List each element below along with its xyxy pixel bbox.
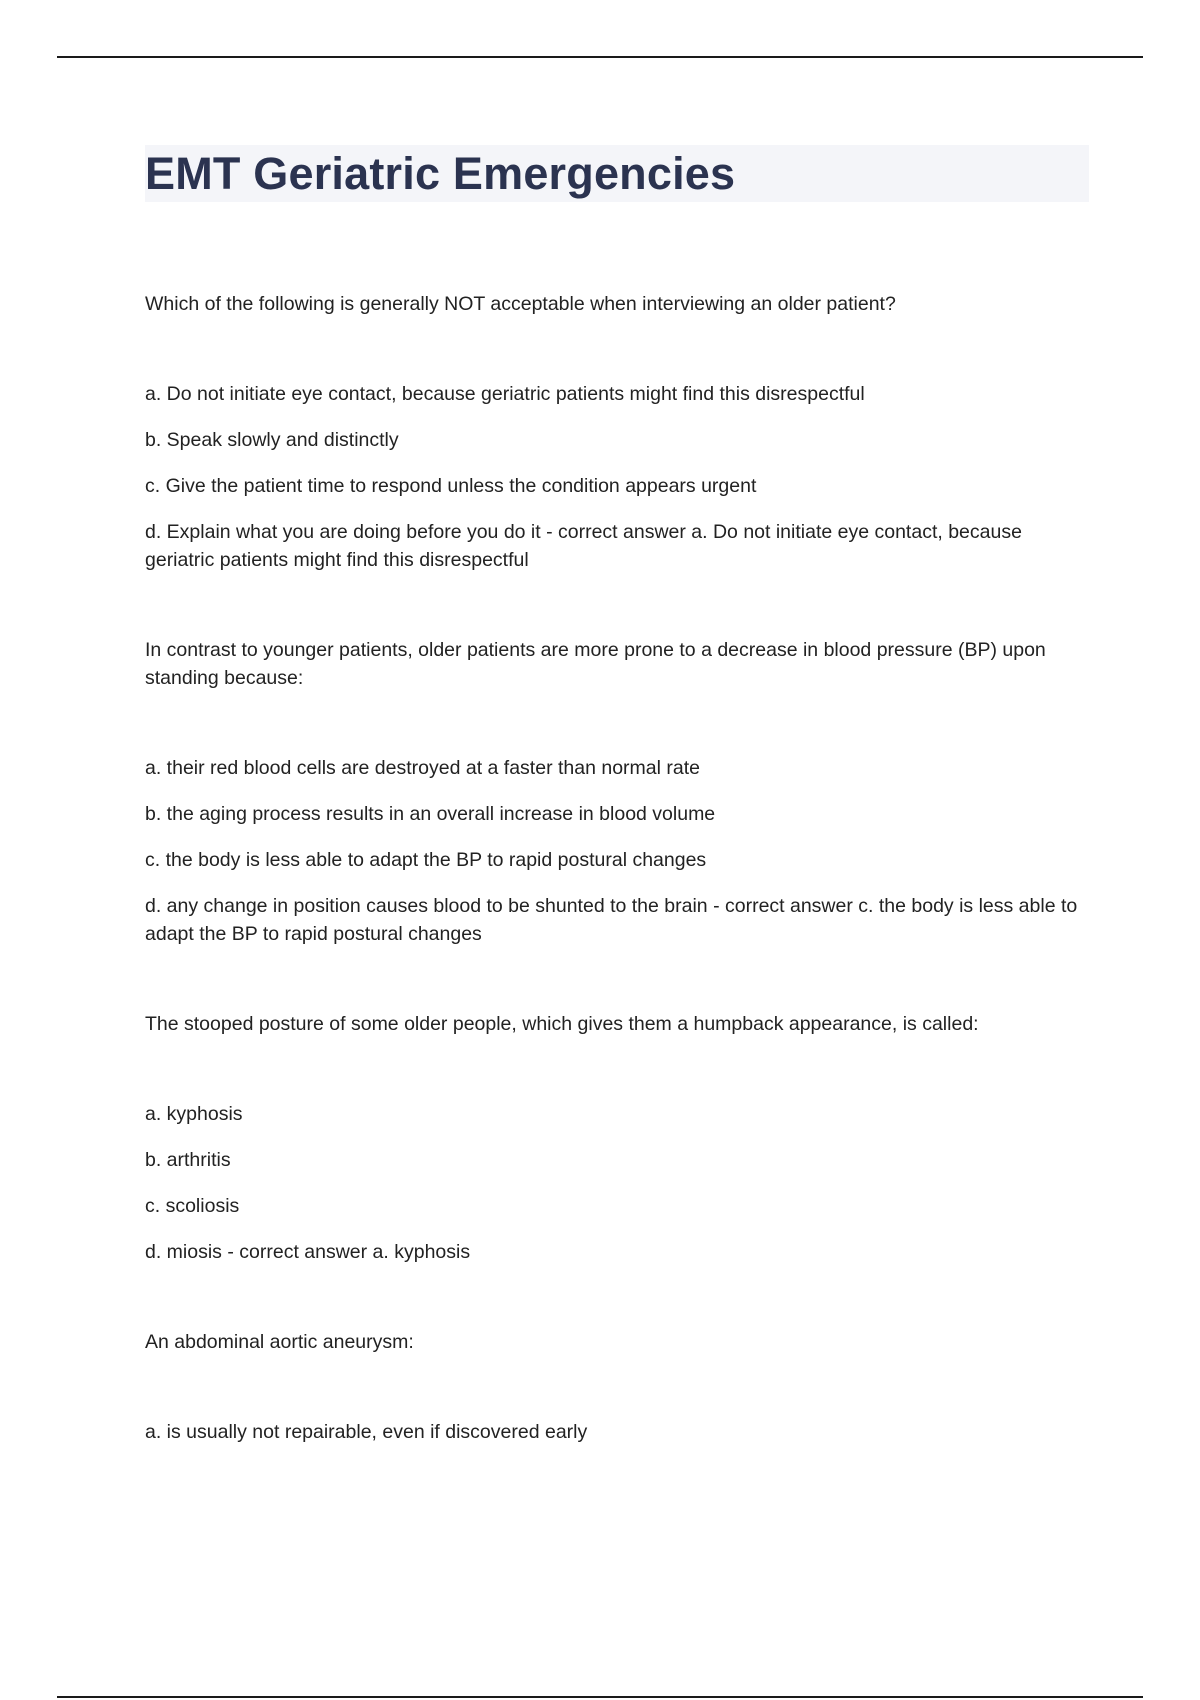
question-block-1 [145, 290, 1090, 574]
answer-option: b. Speak slowly and distinctly [145, 429, 399, 451]
question-block-3 [145, 1010, 1090, 1266]
answer-option: b. arthritis [145, 1149, 231, 1171]
answer-option-with-correct-answer: d. Explain what you are doing before you do it - correct answer a. Do not initiate eye contact, because geriatric patients might find this disrespectful [145, 521, 1022, 571]
question-text: Which of the following is generally NOT acceptable when interviewing an older patient? [145, 293, 896, 315]
answer-option-with-correct-answer: d. any change in position causes blood to be shunted to the brain - correct answer c. the body is less able to adapt the BP to rapid postural changes [145, 895, 1078, 945]
question-text: The stooped posture of some older people, which gives them a humpback appearance, is called: [145, 1013, 979, 1035]
answer-option: c. the body is less able to adapt the BP to rapid postural changes [145, 849, 707, 871]
question-block-2 [145, 636, 1090, 948]
answer-option: b. the aging process results in an overall increase in blood volume [145, 803, 716, 825]
answer-option-with-correct-answer: d. miosis - correct answer a. kyphosis [145, 1241, 471, 1263]
document-title: EMT Geriatric Emergencies [145, 148, 736, 199]
answer-option: a. kyphosis [145, 1103, 243, 1125]
question-text: An abdominal aortic aneurysm: [145, 1331, 414, 1353]
question-block-4 [145, 1328, 1090, 1446]
answer-option: a. is usually not repairable, even if discovered early [145, 1421, 588, 1443]
top-rule [57, 56, 1143, 58]
answer-option: a. their red blood cells are destroyed at a faster than normal rate [145, 757, 700, 779]
bottom-rule [57, 1696, 1143, 1698]
question-text: In contrast to younger patients, older patients are more prone to a decrease in blood pressure (BP) upon standing because: [145, 639, 1046, 689]
answer-option: c. scoliosis [145, 1195, 240, 1217]
answer-option: c. Give the patient time to respond unless the condition appears urgent [145, 475, 757, 497]
document-body [145, 290, 1090, 1464]
answer-option: a. Do not initiate eye contact, because geriatric patients might find this disrespectful [145, 383, 865, 405]
